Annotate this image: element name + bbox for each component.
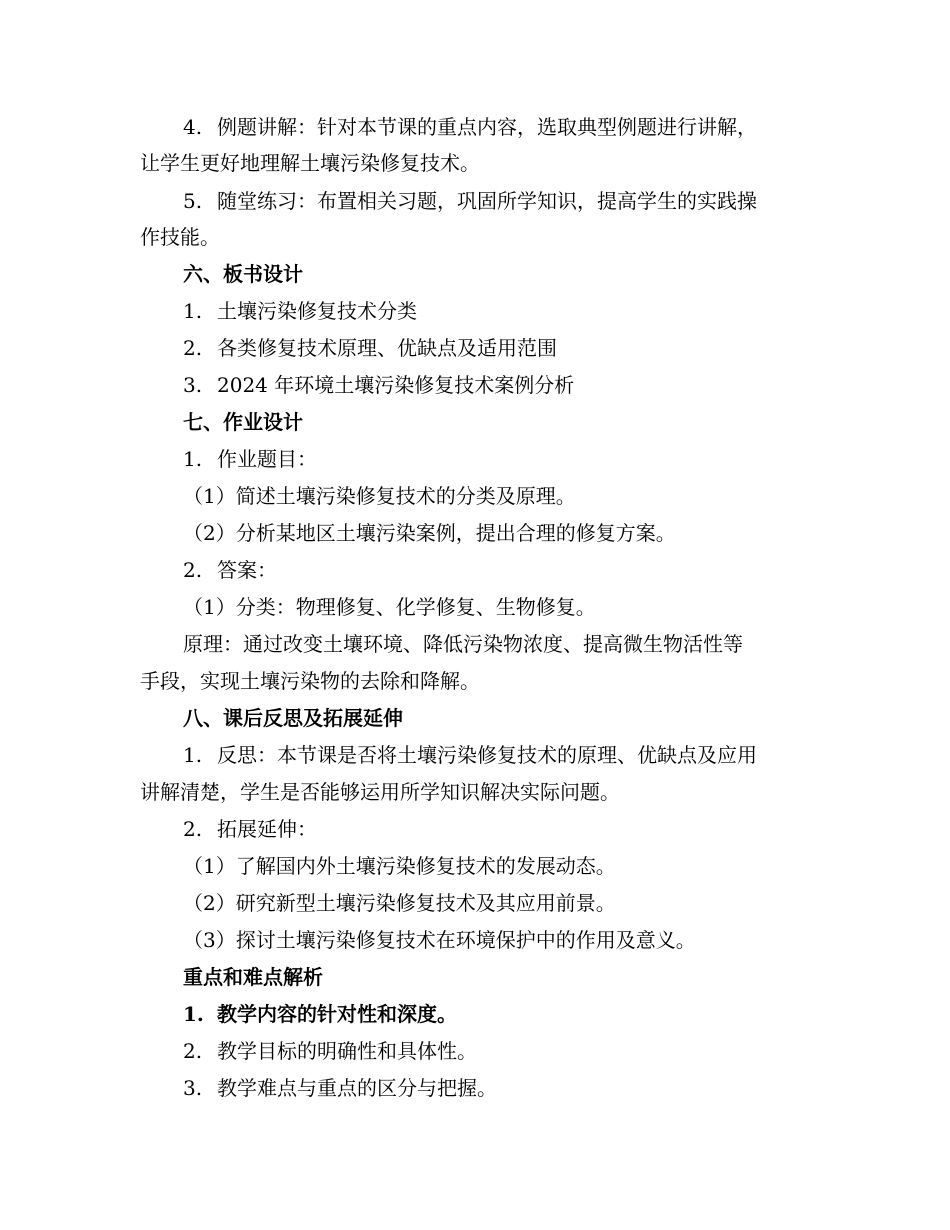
paragraph-line <box>0 186 950 216</box>
sub-item: （1）分类：物理修复、化学修复、生物修复。 <box>183 595 596 619</box>
list-number: 2. <box>183 817 203 841</box>
sub-item: （2）分析某地区土壤污染案例，提出合理的修复方案。 <box>183 521 676 545</box>
list-item-text: 教学内容的针对性和深度。 <box>217 1002 457 1026</box>
list-number: 3. <box>183 1076 203 1100</box>
paragraph-line <box>0 148 950 178</box>
list-item <box>0 296 950 326</box>
list-item <box>0 1036 950 1066</box>
list-item-text: 各类修复技术原理、优缺点及适用范围 <box>217 336 557 360</box>
list-item <box>0 999 950 1029</box>
list-item <box>0 444 950 474</box>
paragraph-line: 原理：通过改变土壤环境、降低污染物浓度、提高微生物活性等 <box>183 632 743 656</box>
list-number: 1. <box>183 743 203 767</box>
paragraph-line <box>0 740 950 770</box>
list-number: 4. <box>183 115 203 139</box>
paragraph-text: 随堂练习：布置相关习题，巩固所学知识，提高学生的实践操 <box>217 189 757 213</box>
list-item <box>0 814 950 844</box>
section-heading: 七、作业设计 <box>183 410 303 434</box>
list-item <box>0 555 950 585</box>
list-item <box>0 1073 950 1103</box>
section-heading: 八、课后反思及拓展延伸 <box>183 706 403 730</box>
sub-item: （2）研究新型土壤污染修复技术及其应用前景。 <box>183 891 616 915</box>
paragraph-text: 让学生更好地理解土壤污染修复技术。 <box>140 151 480 175</box>
list-item-text: 作业题目： <box>217 447 317 471</box>
list-number: 1. <box>183 447 203 471</box>
list-item-text: 土壤污染修复技术分类 <box>217 299 417 323</box>
list-item-text: 教学目标的明确性和具体性。 <box>217 1039 477 1063</box>
paragraph-line <box>0 112 950 142</box>
list-item-text: 拓展延伸： <box>217 817 317 841</box>
list-number: 5. <box>183 189 203 213</box>
list-item-text: 答案： <box>217 558 277 582</box>
paragraph-text: 例题讲解：针对本节课的重点内容，选取典型例题进行讲解， <box>217 115 757 139</box>
list-number: 2. <box>183 558 203 582</box>
list-item <box>0 333 950 363</box>
paragraph-line <box>0 222 950 252</box>
paragraph-text: 作技能。 <box>140 225 220 249</box>
list-number: 3. <box>183 373 203 397</box>
section-heading: 重点和难点解析 <box>183 965 323 989</box>
list-number: 1. <box>183 1002 204 1026</box>
list-number: 2. <box>183 336 203 360</box>
paragraph-line: 手段，实现土壤污染物的去除和降解。 <box>140 669 480 693</box>
list-number: 1. <box>183 299 203 323</box>
list-item-text: 2024 年环境土壤污染修复技术案例分析 <box>217 373 575 397</box>
sub-item: （3）探讨土壤污染修复技术在环境保护中的作用及意义。 <box>183 928 696 952</box>
sub-item: （1）了解国内外土壤污染修复技术的发展动态。 <box>183 854 616 878</box>
section-heading: 六、板书设计 <box>183 262 303 286</box>
sub-item: （1）简述土壤污染修复技术的分类及原理。 <box>183 484 576 508</box>
paragraph-line: 讲解清楚，学生是否能够运用所学知识解决实际问题。 <box>140 780 620 804</box>
list-number: 2. <box>183 1039 203 1063</box>
list-item-text: 教学难点与重点的区分与把握。 <box>217 1076 497 1100</box>
list-item <box>0 370 950 400</box>
paragraph-text: 反思：本节课是否将土壤污染修复技术的原理、优缺点及应用 <box>217 743 757 767</box>
